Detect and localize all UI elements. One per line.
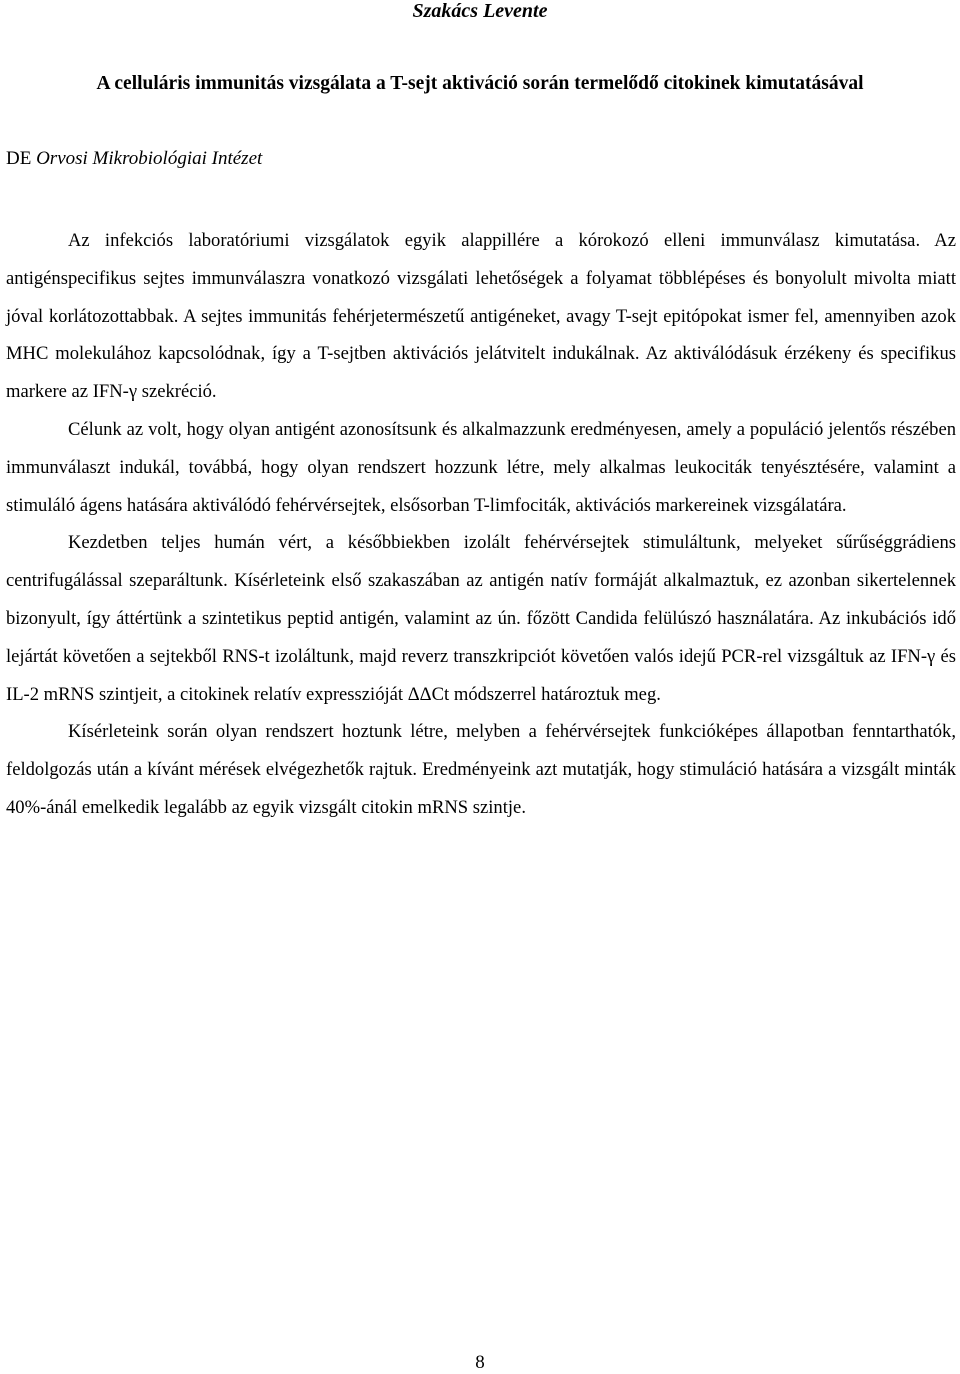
page-number: 8 [475, 1352, 485, 1373]
paragraph-2: Célunk az volt, hogy olyan antigént azonosítsunk és alkalmazzunk eredményesen, amely a populáció jelentős részében immunválaszt indukál, továbbá, hogy olyan rendszert hozzunk létre, mely alkalmas leukociták tenyésztésére, valamint a stimuláló ágens hatására aktiválódó fehérvérsejtek, elsősorban T-limfociták, aktivációs markereinek vizsgálatára. [6, 418, 956, 516]
institute-prefix: DE [6, 148, 37, 169]
paragraph-3: Kezdetben teljes humán vért, a későbbiekben izolált fehérvérsejtek stimuláltunk, melyeket sűrűséggrádiens centrifugálással szeparáltunk. Kísérleteink első szakaszában az antigén natív formáját alkalmaztuk, ez azonban sikertelennek bizonyult, így áttértünk a szintetikus peptid antigén, valamint az ún. főzött Candida felülúszó használatára. Az inkubációs idő lejártát követően a sejtekből RNS-t izoláltunk, majd reverz transzkripciót követően valós idejű PCR-rel vizsgáltuk az IFN-γ és IL-2 mRNS szintjeit, a citokinek relatív expresszióját ΔΔCt módszerrel határoztuk meg. [6, 532, 956, 705]
paragraph-1: Az infekciós laboratóriumi vizsgálatok egyik alappillére a kórokozó elleni immunválasz kimutatása. Az antigénspecifikus sejtes immunválaszra vonatkozó vizsgálati lehetőségek a folyamat többlépéses és bonyolult mivolta miatt jóval korlátozottabbak. A sejtes immunitás fehérjetermészetű antigéneket, avagy T-sejt epitópokat ismer fel, amennyiben azok MHC molekulához kapcsolódnak, így a T-sejtben aktivációs jelátvitelt indukálnak. Az aktiválódásuk érzékeny és specifikus markere az IFN-γ szekréció. [6, 230, 956, 403]
institute-line [6, 147, 262, 171]
author-name: Szakács Levente [412, 0, 548, 22]
paragraph-4: Kísérleteink során olyan rendszert hoztunk létre, melyben a fehérvérsejtek funkcióképes állapotban fenntarthatók, feldolgozás után a kívánt mérések elvégezhetők rajtuk. Eredményeink azt mutatják, hogy stimuláció hatására a vizsgált minták 40%-ánál emelkedik legalább az egyik vizsgált citokin mRNS szintje. [6, 721, 956, 818]
document-title: A celluláris immunitás vizsgálata a T-sejt aktiváció során termelődő citokinek kimutatásával [96, 73, 864, 94]
institute-name: Orvosi Mikrobiológiai Intézet [36, 148, 263, 169]
abstract-body [6, 222, 956, 827]
